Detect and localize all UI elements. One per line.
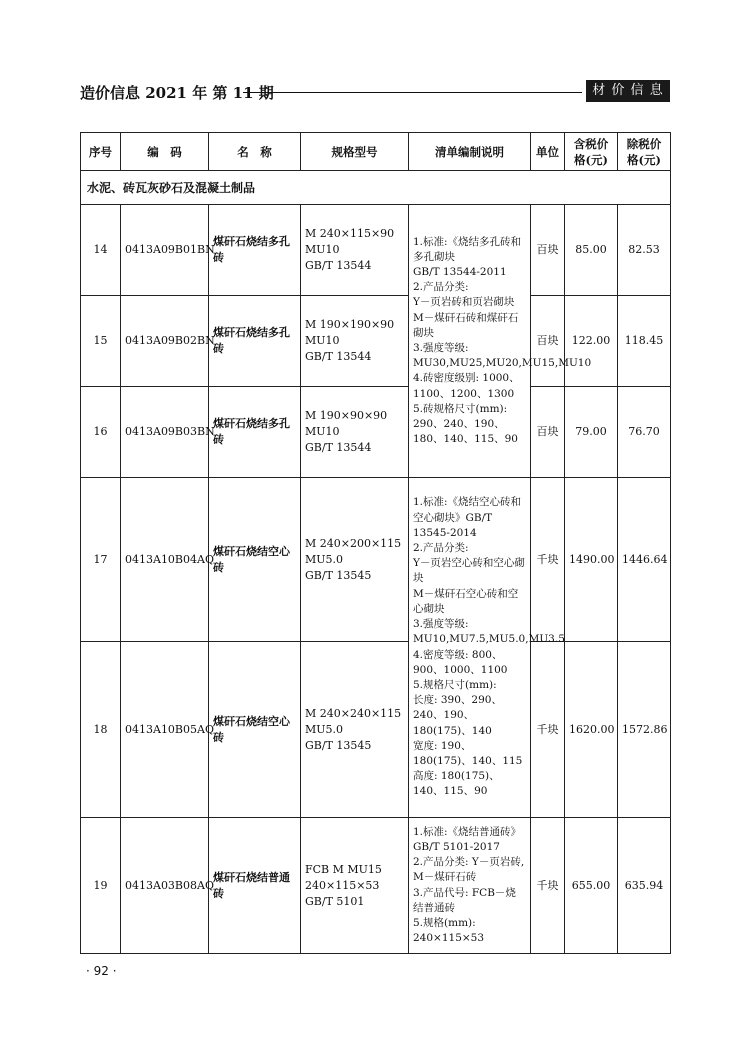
row-number: 17 (81, 478, 121, 642)
desc-line: 4.密度等级: 800、900、1000、1100 (413, 648, 508, 676)
item-code: 0413A03B08AQ (121, 818, 209, 954)
desc-line: 长度: 390、290、240、190、180(175)、140 (413, 694, 502, 737)
item-spec (301, 296, 409, 387)
table-row (81, 818, 671, 954)
unit: 百块 (531, 387, 565, 478)
price-with-tax: 655.00 (565, 818, 618, 954)
unit: 千块 (531, 818, 565, 954)
desc-line: 1.标准:《烧结空心砖和空心砌块》GB/T 13545-2014 (413, 496, 522, 539)
spec-line: M 190×190×90 (305, 318, 395, 331)
desc-line: 3.强度等级: (413, 618, 469, 631)
desc-line: 2.产品分类: (413, 281, 469, 294)
page-header (80, 80, 670, 104)
price-without-tax: 76.70 (618, 387, 671, 478)
desc-line: 1.标准:《烧结多孔砖和多孔砌块 (413, 235, 522, 263)
desc-line: 3.强度等级: (413, 342, 469, 354)
price-without-tax: 1572.86 (618, 642, 671, 818)
price-with-tax: 1620.00 (565, 642, 618, 818)
item-code: 0413A09B02BN (121, 296, 209, 387)
table-row (81, 642, 671, 818)
desc-line: MU10,MU7.5,MU5.0,MU3.5 (413, 633, 565, 646)
spec-line: GB/T 13544 (305, 441, 372, 454)
spec-line: FCB M MU15 (305, 862, 382, 876)
item-name: 煤矸石烧结多孔砖 (209, 205, 301, 296)
table-row (81, 296, 671, 387)
unit: 千块 (531, 642, 565, 818)
spec-line: GB/T 13545 (305, 568, 372, 582)
item-spec (301, 818, 409, 954)
spec-line: GB/T 13544 (305, 350, 372, 363)
spec-line: MU10 (305, 334, 340, 347)
item-spec (301, 478, 409, 642)
row-number: 16 (81, 387, 121, 478)
spec-line: GB/T 5101 (305, 894, 365, 908)
col-header: 名 称 (209, 133, 301, 171)
spec-line: GB/T 13545 (305, 738, 372, 752)
page-number: · 92 · (86, 964, 117, 978)
price-without-tax: 1446.64 (618, 478, 671, 642)
desc-line: 5.规格(mm): 240×115×53 (413, 916, 485, 945)
price-with-tax: 1490.00 (565, 478, 618, 642)
desc-line: 1.标准:《烧结普通砖》GB/T 5101-2017 (413, 825, 522, 853)
category-label: 水泥、砖瓦灰砂石及混凝土制品 (81, 171, 671, 205)
row-number: 14 (81, 205, 121, 296)
item-name: 煤矸石烧结空心砖 (209, 478, 301, 642)
row-number: 15 (81, 296, 121, 387)
spec-line: M 240×200×115 (305, 536, 402, 550)
item-name: 煤矸石烧结多孔砖 (209, 387, 301, 478)
desc-line: 290、240、190、180、140、115、90 (413, 418, 518, 446)
col-header: 单位 (531, 133, 565, 171)
item-code: 0413A09B03BN (121, 387, 209, 478)
item-code: 0413A10B04AQ (121, 478, 209, 642)
spec-line: 240×115×53 (305, 878, 380, 892)
row-number: 18 (81, 642, 121, 818)
price-without-tax: 118.45 (618, 296, 671, 387)
desc-line: 5.规格尺寸(mm): (413, 678, 497, 691)
unit: 百块 (531, 296, 565, 387)
publication-title: 造价信息 2021 年 第 11 期 (80, 84, 274, 102)
item-spec (301, 387, 409, 478)
section-badge: 材 价 信 息 (586, 80, 670, 102)
price-with-tax: 79.00 (565, 387, 618, 478)
desc-line: Y－页岩砖和页岩砌块 (413, 296, 515, 309)
desc-line: M－煤矸石空心砖和空心砌块 (413, 587, 519, 615)
spec-line: M 240×115×90 (305, 227, 395, 240)
col-header: 规格型号 (301, 133, 409, 171)
col-header: 除税价格(元) (618, 133, 671, 171)
spec-line: M 190×90×90 (305, 409, 388, 422)
col-header: 编 码 (121, 133, 209, 171)
spec-line: MU5.0 (305, 552, 344, 566)
price-without-tax: 82.53 (618, 205, 671, 296)
item-spec (301, 205, 409, 296)
desc-line: 2.产品分类: Y－页岩砖, M－煤矸石砖 (413, 856, 525, 884)
item-name: 煤矸石烧结普通砖 (209, 818, 301, 954)
desc-line: 2.产品分类: (413, 542, 469, 555)
spec-line: GB/T 13544 (305, 259, 372, 272)
item-code: 0413A09B01BN (121, 205, 209, 296)
table-header-row (81, 133, 671, 171)
desc-line: 高度: 180(175)、140、115、90 (413, 770, 500, 798)
spec-line: MU5.0 (305, 722, 344, 736)
table-row (81, 205, 671, 296)
item-name: 煤矸石烧结空心砖 (209, 642, 301, 818)
item-code: 0413A10B05AQ (121, 642, 209, 818)
header-rule (243, 92, 582, 93)
desc-line: MU30,MU25,MU20,MU15,MU10 (413, 357, 592, 370)
desc-line: 宽度: 190、180(175)、140、115 (413, 739, 523, 767)
desc-line: 5.砖规格尺寸(mm): (413, 402, 508, 415)
spec-line: MU10 (305, 243, 340, 256)
unit: 千块 (531, 478, 565, 642)
table-row (81, 478, 671, 642)
desc-line: GB/T 13544-2011 (413, 265, 507, 278)
category-row (81, 171, 671, 205)
col-header: 含税价格(元) (565, 133, 618, 171)
item-spec (301, 642, 409, 818)
price-without-tax: 635.94 (618, 818, 671, 954)
desc-line: Y－页岩空心砖和空心砌块 (413, 557, 525, 585)
price-table (80, 132, 671, 954)
desc-line: 4.砖密度级别: 1000、1100、1200、1300 (413, 372, 520, 400)
spec-line: M 240×240×115 (305, 706, 402, 720)
table-row (81, 387, 671, 478)
spec-line: MU10 (305, 425, 340, 438)
col-header: 清单编制说明 (409, 133, 531, 171)
desc-line: M－煤矸石砖和煤矸石砌块 (413, 311, 519, 339)
unit: 百块 (531, 205, 565, 296)
price-with-tax: 122.00 (565, 296, 618, 387)
col-header: 序号 (81, 133, 121, 171)
price-with-tax: 85.00 (565, 205, 618, 296)
item-name: 煤矸石烧结多孔砖 (209, 296, 301, 387)
description-cell (409, 818, 531, 954)
row-number: 19 (81, 818, 121, 954)
desc-line: 3.产品代号: FCB－烧结普通砖 (413, 886, 516, 914)
